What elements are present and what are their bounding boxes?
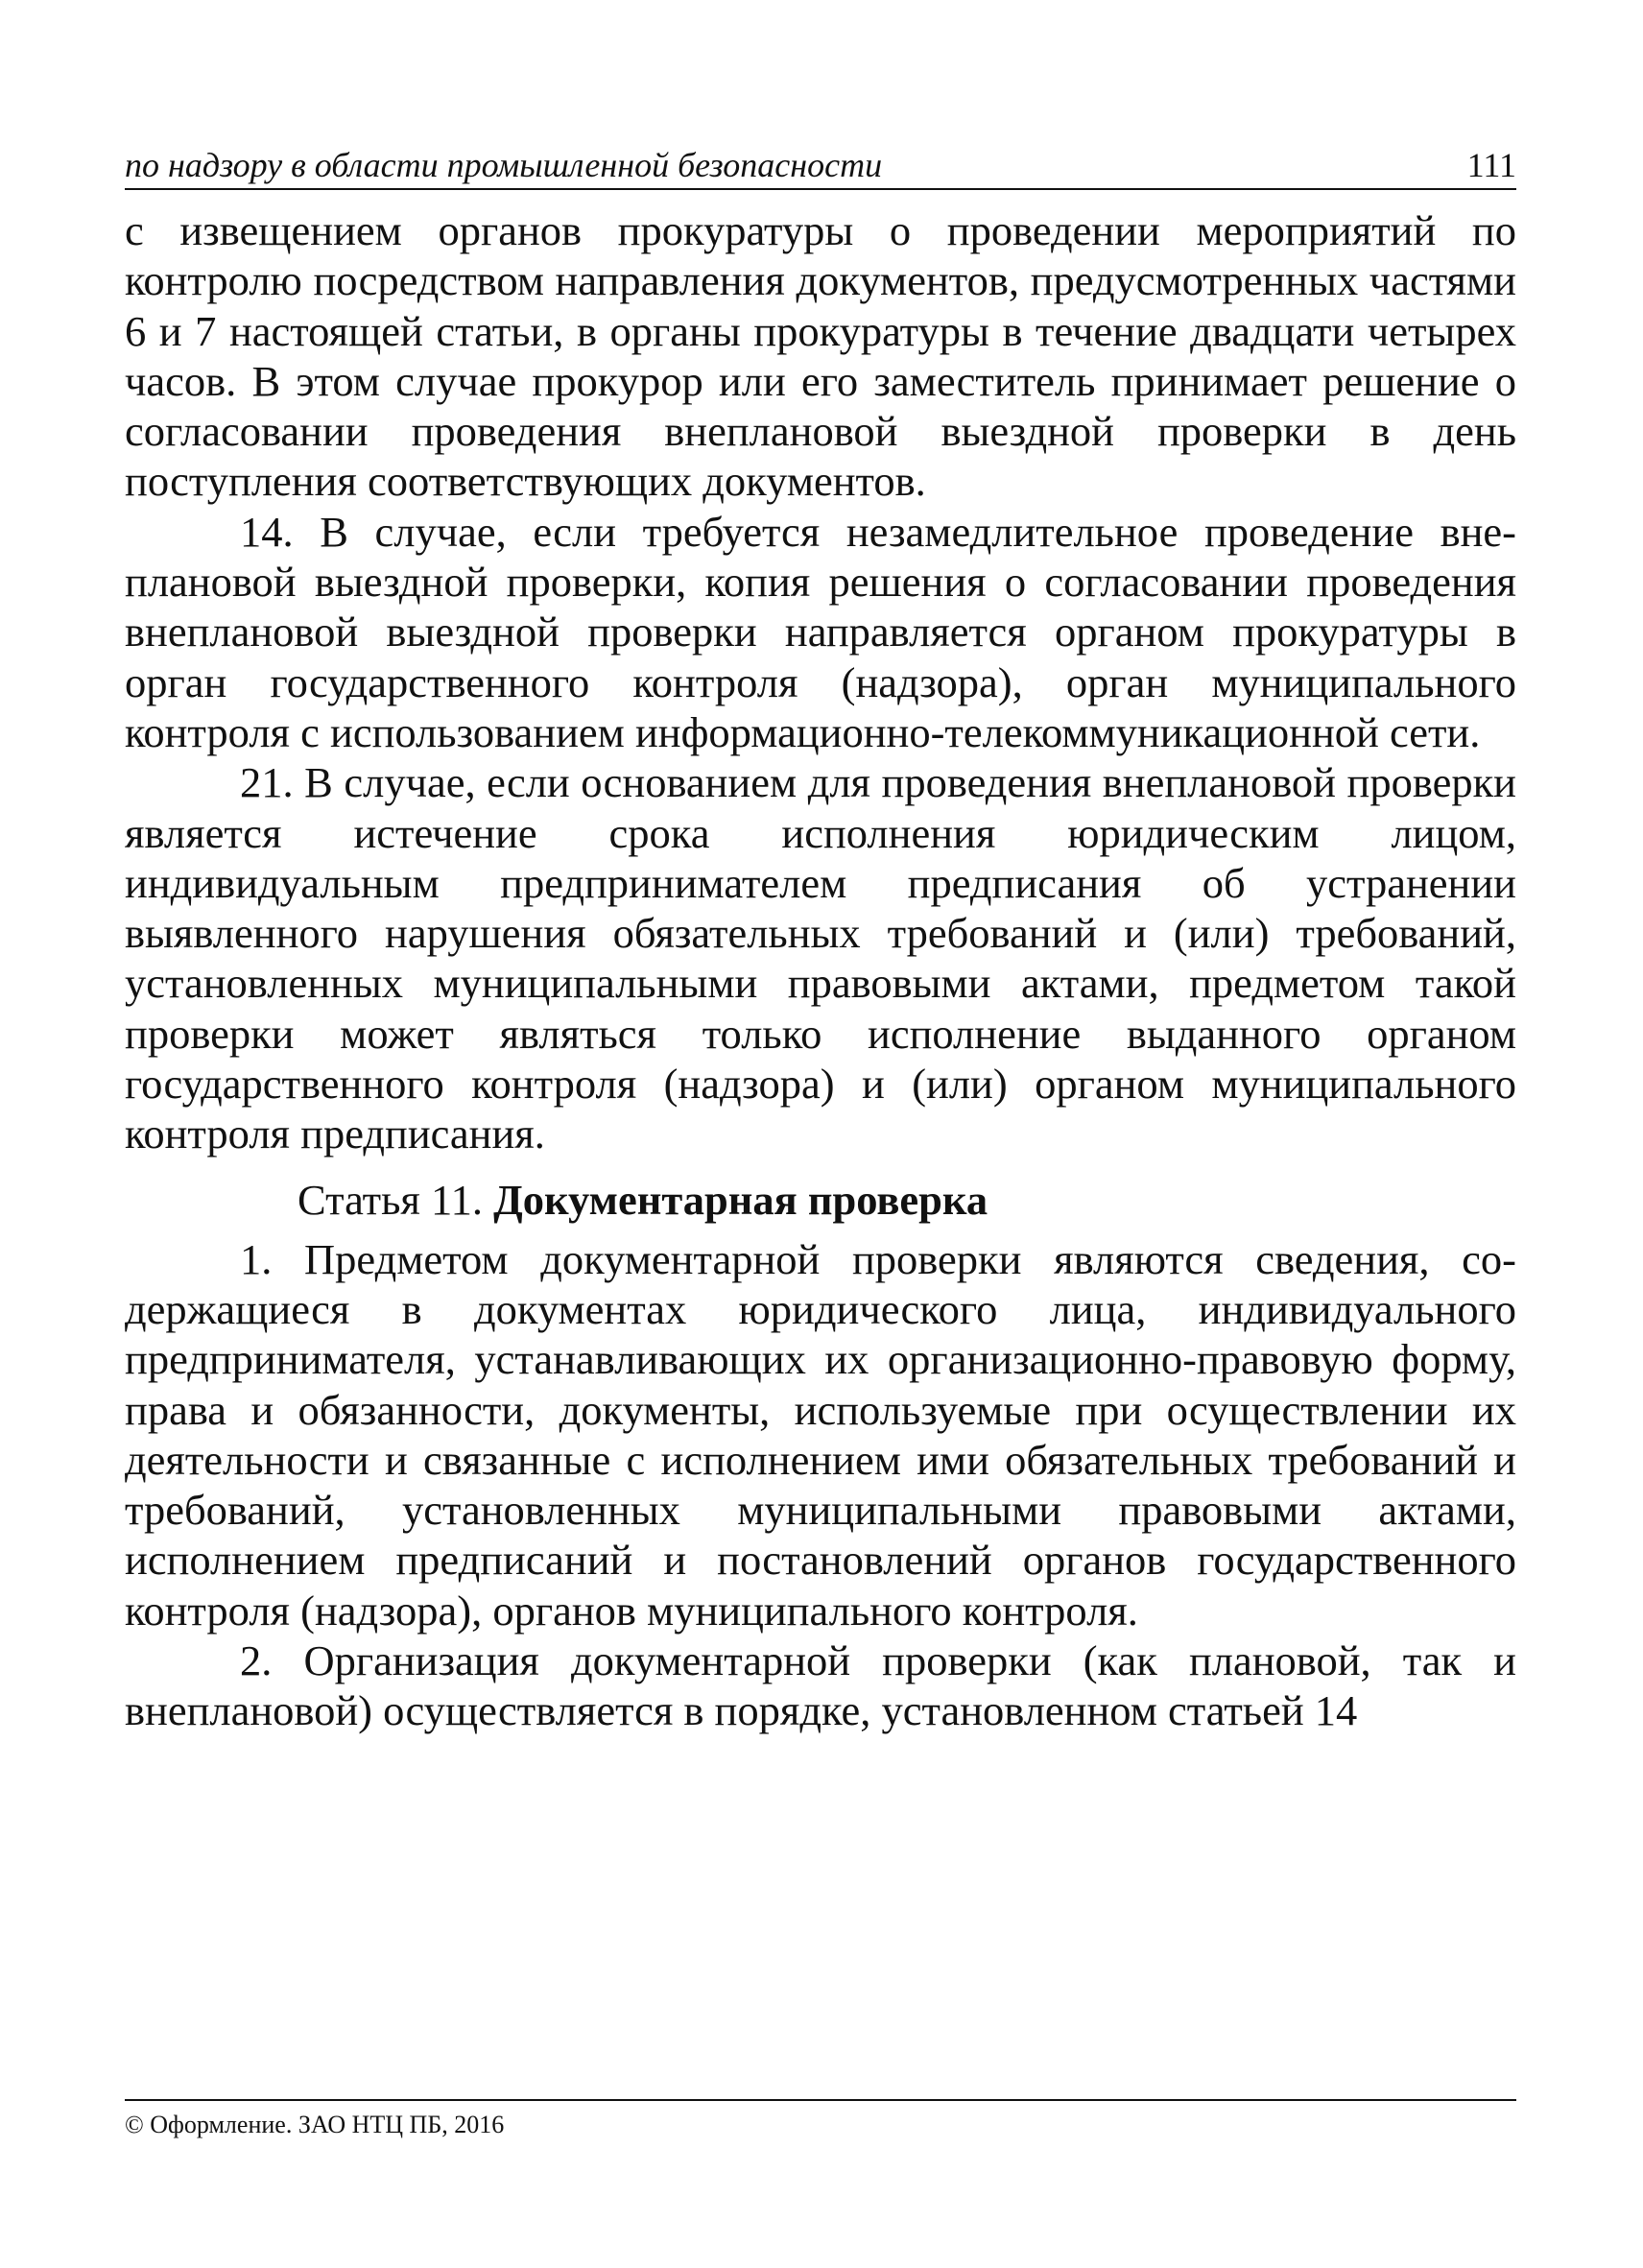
copyright-note: © Оформление. ЗАО НТЦ ПБ, 2016 — [125, 2111, 505, 2138]
paragraph-item-1: 1. Предметом документарной проверки являются сведения, содержащиеся в документах юридического лица, индивидуального предпринимателя, устанавливающих их организационно-правовую форму, права и обязанности, документы, используемые при осуществлении их деятельности и связанные с исполнением ими обязательных требований и требований, установленных муниципальными правовыми актами, исполнением предписаний и постановлений органов государственного контроля (надзора), органов муниципального контроля. — [125, 1234, 1516, 1635]
running-title: по надзору в области промышленной безопасности — [125, 146, 883, 184]
page-footer — [125, 2099, 1516, 2141]
paragraph-continuation: с извещением органов прокуратуры о проведении мероприятий по контролю посредством направления документов, предусмотренных частями 6 и 7 настоящей статьи, в органы прокуратуры в течение двадцати четырех часов. В этом случае прокурор или его заместитель принимает решение о согласовании проведения внеплановой выездной проверки в день поступления соответствующих документов. — [125, 206, 1516, 506]
article-title: Документарная проверка — [493, 1175, 988, 1224]
page-number: 111 — [1466, 146, 1516, 184]
article-label: Статья 11. — [298, 1175, 483, 1224]
paragraph-item-21: 21. В случае, если основанием для проведения внеплановой проверки является истечение срока исполнения юридическим лицом, индивидуальным предпринимателем предписания об устранении выявленного нарушения обязательных требований и (или) требований, установленных муниципальными правовыми актами, предметом такой проверки может являться только исполнение выданного органом государственного контроля (надзора) и (или) органом муниципального контроля предписания. — [125, 758, 1516, 1158]
body-text — [125, 205, 1516, 1736]
article-heading — [125, 1173, 1516, 1227]
running-header — [125, 144, 1516, 190]
paragraph-item-2: 2. Организация документарной проверки (как плановой, так и внеплановой) осуществляется в порядке, установленном статьей 14 — [125, 1636, 1516, 1735]
document-page — [125, 144, 1516, 1736]
paragraph-item-14: 14. В случае, если требуется незамедлительное проведение внеплановой выездной проверки, копия решения о согласовании проведения внеплановой выездной проверки направляется органом прокуратуры в орган государственного контроля (надзора), орган муниципального контроля с использованием информационно-телекоммуникационной сети. — [125, 507, 1516, 756]
